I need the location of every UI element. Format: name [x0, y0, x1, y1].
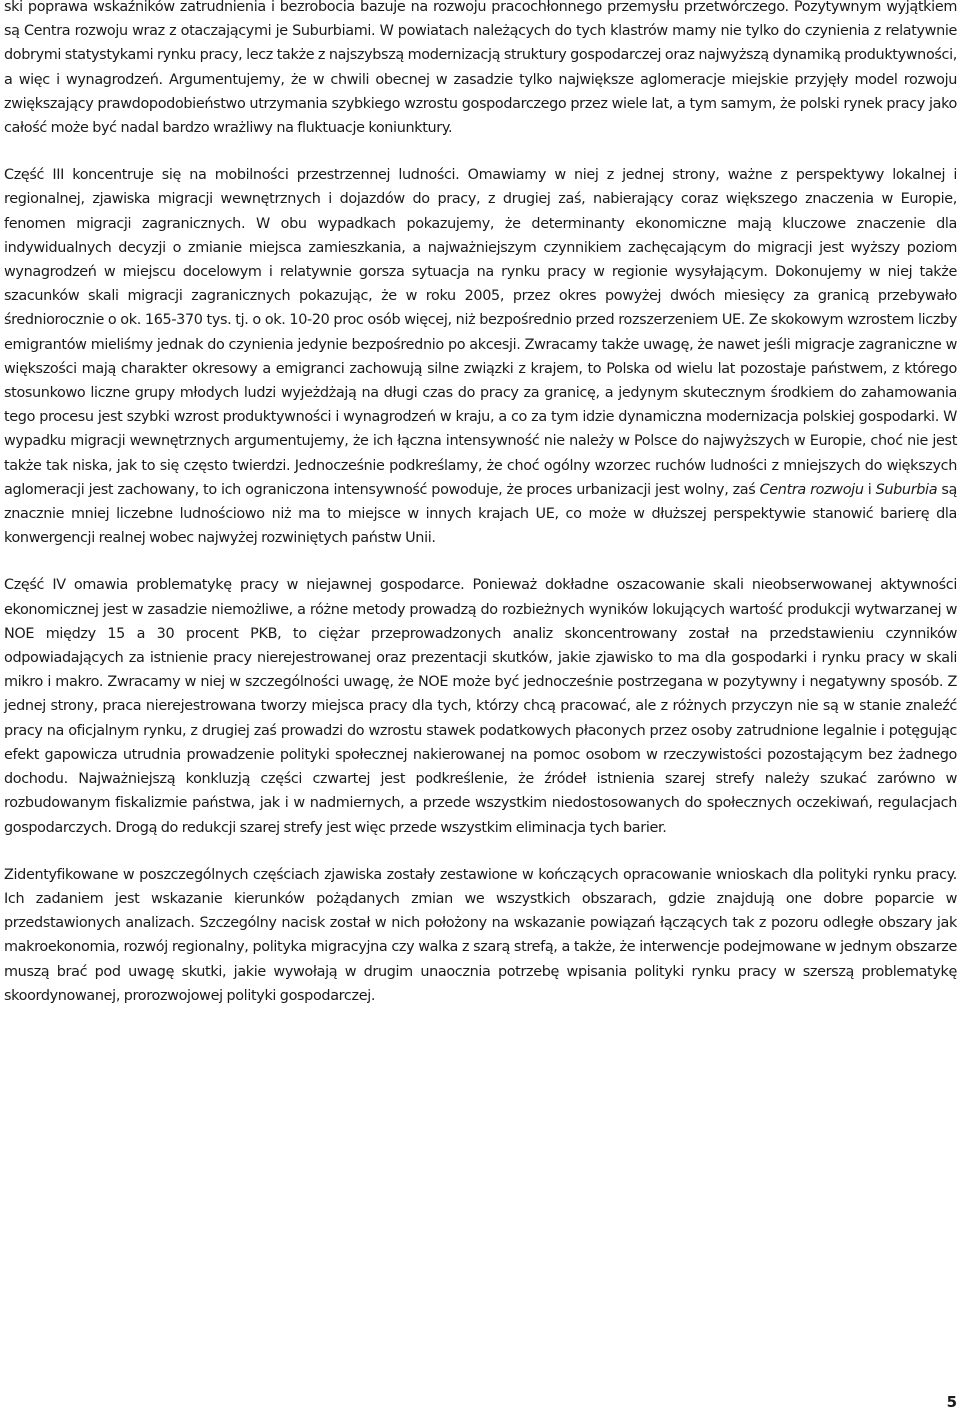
document-page	[4, 0, 957, 1008]
connector-text: i	[863, 481, 876, 498]
italic-term-suburbia: Suburbia	[875, 481, 938, 498]
paragraph-intro-continuation: ski poprawa wskaźników zatrudnienia i bezrobocia bazuje na rozwoju pracochłonnego przemysłu przetwórczego. Pozytywnym wyjątkiem są Centra rozwoju wraz z otaczającymi je Suburbiami. W powiatach należących do tych klastrów mamy nie tylko do czynienia z relatywnie dobrymi statystykami rynku pracy, lecz także z najszybszą modernizacją struktury gospodarczej oraz najwyższą dynamiką produktywności, a więc i wynagrodzeń. Argumentujemy, że w chwili obecnej w zasadzie tylko największe aglomeracje miejskie przyjęły model rozwoju zwiększający prawdopodobieństwo utrzymania szybkiego wzrostu gospodarczego przez wiele lat, a tym samym, że polski rynek pracy jako całość może być nadal bardzo wrażliwy na fluktuacje koniunktury.	[4, 0, 957, 137]
paragraph-part-three-text: Część III koncentruje się na mobilności przestrzennej ludności. Omawiamy w niej z jednej strony, ważne z perspektywy lokalnej i regionalnej, zjawiska migracji wewnętrznych i dojazdów do pracy, z drugiej zaś, nabierający coraz większego znaczenia w Europie, fenomen migracji zagranicznych. W obu wypadkach pokazujemy, że determinanty ekonomiczne mają kluczowe znaczenie dla indywidualnych decyzji o zmianie miejsca zamieszkania, a najważniejszym czynnikiem zachęcającym do migracji jest wyższy poziom wynagrodzeń w miejscu docelowym i relatywnie gorsza sytuacja na rynku pracy w regionie wysyłającym. Dokonujemy w niej także szacunków skali migracji zagranicznych pokazując, że w roku 2005, przez okres powyżej dwóch miesięcy za granicą przebywało średniorocznie o ok. 165-370 tys. tj. o ok. 10-20 proc osób więcej, niż bezpośrednio przed rozszerzeniem UE. Ze skokowym wzrostem liczby emigrantów mieliśmy jednak do czynienia jedynie bezpośrednio po akcesji. Zwracamy także uwagę, że nawet jeśli migracje zagraniczne w większości mają charakter okresowy a emigranci zachowują silne związki z krajem, to Polska od wielu lat pozostaje państwem, z którego stosunkowo liczne grupy młodych ludzi wyjeżdżają na długi czas do pracy za granicę, a jedynym skutecznym środkiem do zahamowania tego procesu jest szybki wzrost produktywności i wynagrodzeń w kraju, a co za tym idzie dynamiczna modernizacja polskiej gospodarki. W wypadku migracji wewnętrznych argumentujemy, że ich łączna intensywność nie należy w Polsce do najwyższych w Europie, choć nie jest także tak niska, jak to się często twierdzi. Jednocześnie podkreślamy, że choć ogólny wzorzec ruchów ludności z mniejszych do większych aglomeracji jest zachowany, to ich ograniczona intensywność powoduje, że proces urbanizacji jest wolny, zaś	[4, 167, 957, 498]
paragraph-part-three	[4, 163, 957, 550]
page-number: 5	[946, 1393, 957, 1411]
paragraph-conclusions: Zidentyfikowane w poszczególnych częściach zjawiska zostały zestawione w kończących opracowanie wnioskach dla polityki rynku pracy. Ich zadaniem jest wskazanie kierunków pożądanych zmian we wszystkich obszarach, gdzie znajdują one dobre poparcie w przedstawionych analizach. Szczególny nacisk został w nich położony na wskazanie powiązań łączących tak z pozoru odległe obszary jak makroekonomia, rozwój regionalny, polityka migracyjna czy walka z szarą strefą, a także, że interwencje podejmowane w jednym obszarze muszą brać pod uwagę skutki, jakie wywołają w drugim unaocznia potrzebę wpisania polityki rynku pracy w szerszą problematykę skoordynowanej, prorozwojowej polityki gospodarczej.	[4, 866, 957, 1004]
paragraph-part-three-ending: są znacznie mniej liczebne ludnościowo niż ma to miejsce w innych krajach UE, co może w dłuższej perspektywie stanowić barierę dla konwergencji realnej wobec najwyżej rozwiniętych państw Unii.	[4, 481, 957, 547]
italic-term-centra-rozwoju: Centra rozwoju	[759, 481, 864, 498]
paragraph-part-four: Część IV omawia problematykę pracy w niejawnej gospodarce. Ponieważ dokładne oszacowanie skali nieobserwowanej aktywności ekonomicznej jest w zasadzie niemożliwe, a różne metody prowadzą do rozbieżnych wyników lokujących wartość produkcji wytwarzanej w NOE między 15 a 30 procent PKB, to ciężar przeprowadzonych analiz skoncentrowany został na przedstawieniu czynników odpowiadających za istnienie pracy nierejestrowanej oraz prezentacji skutków, jakie zjawisko to ma dla gospodarki i rynku pracy w skali mikro i makro. Zwracamy w niej w szczególności uwagę, że NOE może być jednocześnie postrzegana w pozytywny i negatywny sposób. Z jednej strony, praca nierejestrowana tworzy miejsca pracy dla tych, którzy chcą pracować, ale z różnych przyczyn nie są w stanie znaleźć pracy na oficjalnym rynku, z drugiej zaś prowadzi do wzrostu stawek podatkowych płaconych przez osoby zatrudnione legalnie i potęgując efekt gapowicza utrudnia prowadzenie polityki społecznej nakierowanej na pomoc osobom w rzeczywistości pozostającym bez żadnego dochodu. Najważniejszą konkluzją części czwartej jest podkreślenie, że źródeł istnienia szarej strefy należy szukać zarówno w rozbudowanym fiskalizmie państwa, jak i w nadmiernych, a przede wszystkim niedostosowanych do społecznych oczekiwań, regulacjach gospodarczych. Drogą do redukcji szarej strefy jest więc przede wszystkim eliminacja tych barier.	[4, 577, 957, 836]
